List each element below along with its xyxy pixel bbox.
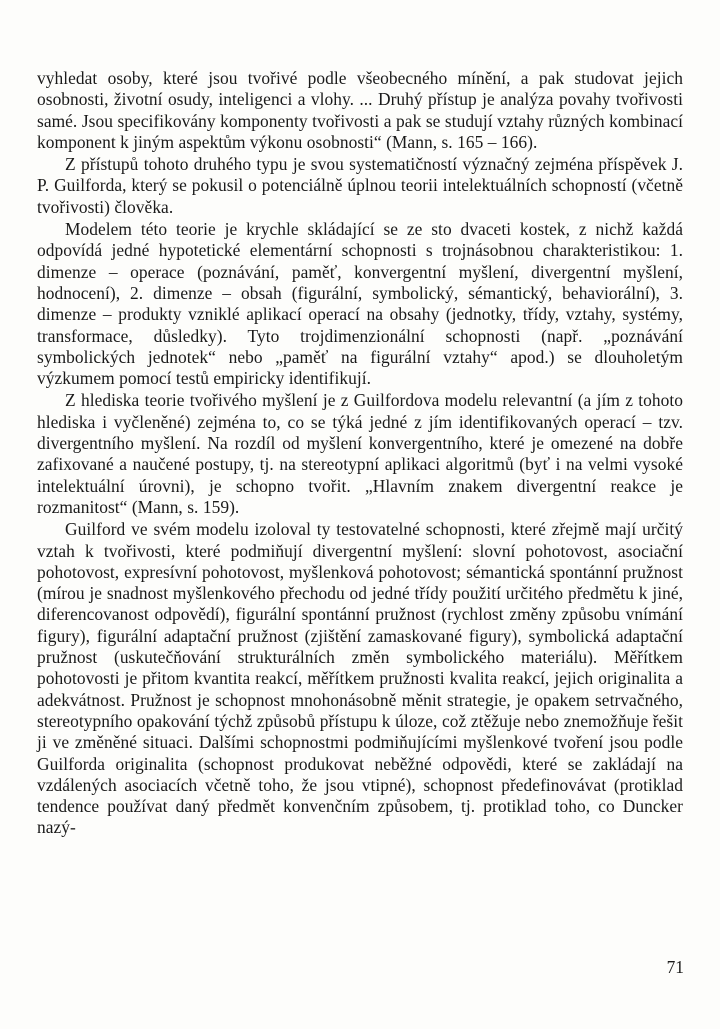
page-number: 71 [666,957,684,977]
paragraph-testable-abilities: Guilford ve svém modelu izoloval ty testovatelné schopnosti, které zřejmě mají určitý vztah k tvořivosti, které podmiňují divergentní myšlení: slovní pohotovost, asociační pohotovost, expresívní pohotovost, myšlenková pohotovost; sémantická spontánní pružnost (mírou je snadnost myšlenkového přechodu od jedné třídy použití určitého předmětu k jiné, diferencovanost odpovědí), figurální spontánní pružnost (rychlost změny způsobu vnímání figury), figurální adaptační pružnost (zjištění zamaskované figury), symbolická adaptační pružnost (uskutečňování strukturálních změn symbolického materiálu). Měřítkem pohotovosti je přitom kvantita reakcí, měřítkem pružnosti kvalita reakcí, jejich originalita a adekvátnost. Pružnost je schopnost mnohonásobně měnit strategie, je opakem setrvačného, stereotypního opakování týchž způsobů přístupu k úloze, což ztěžuje nebo znemožňuje řešit ji ve změněné situaci. Dalšími schopnostmi podmiňujícími myšlenkové tvoření jsou podle Guilforda originalita (schopnost produkovat neběžné odpovědi, které se zakládají na vzdálených asociacích včetně toho, že jsou vtipné), schopnost předefinovávat (protiklad tendence používat daný předmět konvenčním způsobem, tj. protiklad toho, co Duncker nazý- [37,519,683,838]
paragraph-cube-model: Modelem této teorie je krychle skládající se ze sto dvaceti kostek, z nichž každá odpovídá jedné hypotetické elementární schopnosti s trojnásobnou charakteristikou: 1. dimenze – operace (poznávání, paměť, konvergentní myšlení, divergentní myšlení, hodnocení), 2. dimenze – obsah (figurální, symbolický, sémantický, behaviorální), 3. dimenze – produkty vzniklé aplikací operací na obsahy (jednotky, třídy, vztahy, systémy, transformace, důsledky). Tyto trojdimenzionální schopnosti (např. „poznávání symbolických jednotek“ nebo „paměť na figurální vztahy“ apod.) se dlouholetým výzkumem pomocí testů empiricky identifikují. [37,219,683,389]
paragraph-guilford-intro: Z přístupů tohoto druhého typu je svou systematičností význačný zejména příspěvek J. P. Guilforda, který se pokusil o potenciálně úplnou teorii intelektuálních schopností (včetně tvořivosti) člověka. [37,154,683,217]
paragraph-continuation: vyhledat osoby, které jsou tvořivé podle všeobecného mínění, a pak studovat jejich osobnosti, životní osudy, inteligenci a vlohy. ... Druhý přístup je analýza povahy tvořivosti samé. Jsou specifikovány komponenty tvořivosti a pak se studují vztahy různých kombinací komponent k jiným aspektům výkonu osobnosti“ (Mann, s. 165 – 166). [37,68,683,152]
body-text [37,68,683,839]
paragraph-divergent-thinking: Z hlediska teorie tvořivého myšlení je z Guilfordova modelu relevantní (a jím z tohoto hlediska i vyčleněné) zejména to, co se týká jedné z jím identifikovaných operací – tzv. divergentního myšlení. Na rozdíl od myšlení konvergentního, které je omezené na dobře zafixované a naučené postupy, tj. na stereotypní aplikaci algoritmů (byť i na velmi vysoké intelektuální úrovni), je schopno tvořit. „Hlavním znakem divergentní reakce je rozmanitost“ (Mann, s. 159). [37,390,683,517]
